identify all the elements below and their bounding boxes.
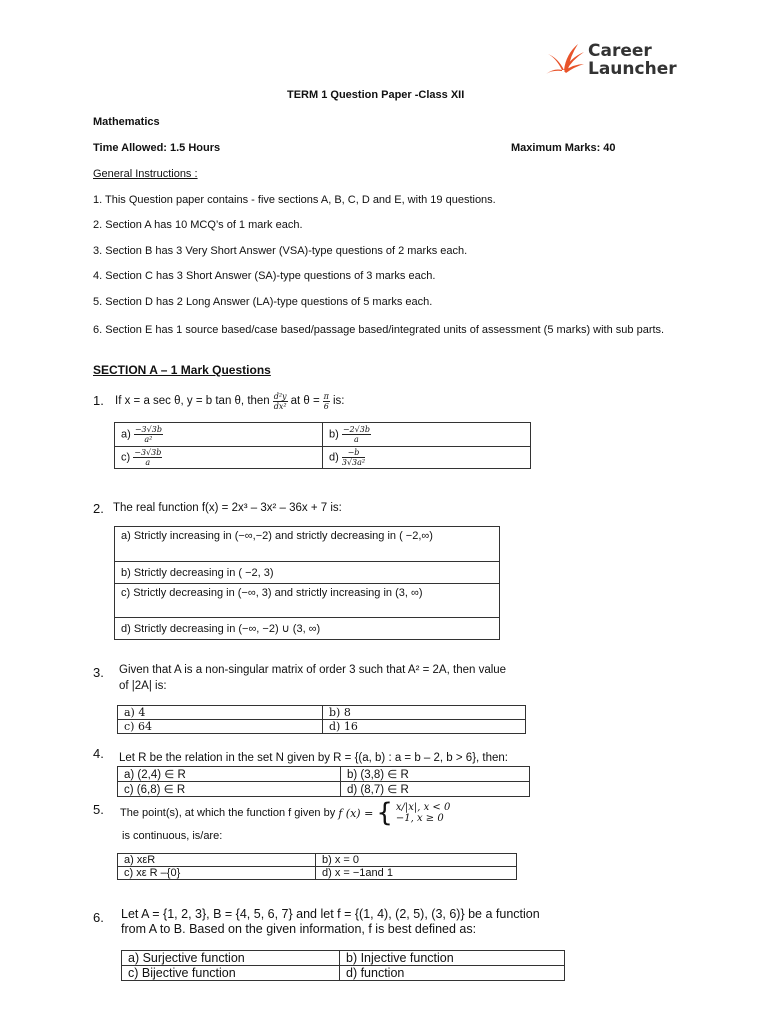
q2-option-c[interactable]: c) Strictly decreasing in (−∞, 3) and strictly increasing in (3, ∞)	[115, 584, 500, 618]
q5-option-d[interactable]: d) x = −1and 1	[316, 867, 517, 880]
q1-text	[115, 388, 344, 414]
instruction-3: 3. Section B has 3 Very Short Answer (VSA)-type questions of 2 marks each.	[93, 245, 468, 257]
q3-number: 3.	[93, 665, 104, 680]
instruction-6: 6. Section E has 1 source based/case based/passage based/integrated units of assessment (5 marks) with sub parts.	[93, 324, 665, 336]
q5-option-c[interactable]: c) xε R –{0}	[118, 867, 316, 880]
q5-options-table	[117, 853, 517, 880]
q2-number: 2.	[93, 501, 104, 516]
q5-piecewise: x/|x|, x < 0 −1, x ≥ 0	[395, 802, 451, 824]
q1-option-a[interactable]: a) $\frac{-3√3b}{\text{a²}}$	[115, 423, 323, 447]
q6-option-b[interactable]: b) Injective function	[340, 951, 565, 966]
q4-option-b[interactable]: b) (3,8) ∈ R	[341, 767, 530, 782]
logo-rays-icon	[544, 40, 586, 78]
instruction-4: 4. Section C has 3 Short Answer (SA)-type questions of 3 marks each.	[93, 270, 436, 282]
q3-line-1: Given that A is a non-singular matrix of order 3 such that A² = 2A, then value	[119, 664, 507, 676]
instruction-5: 5. Section D has 2 Long Answer (LA)-type questions of 5 marks each.	[93, 296, 433, 308]
q2-options-table	[114, 526, 500, 640]
q1-theta-value: $\frac{\pi}{6}$	[323, 391, 329, 411]
q1-number: 1.	[93, 393, 104, 408]
instruction-2: 2. Section A has 10 MCQ’s of 1 mark each.	[93, 219, 303, 231]
q1-options-table	[114, 422, 531, 469]
q3-option-c[interactable]: c) 64	[118, 720, 323, 734]
q1-derivative: $\frac{\text{d²y}}{\text{dx²}}$	[273, 391, 287, 411]
q6-option-a[interactable]: a) Surjective function	[122, 951, 340, 966]
q4-number: 4.	[93, 746, 104, 761]
time-allowed: Time Allowed: 1.5 Hours	[93, 142, 221, 154]
q1-option-b[interactable]: b) $\frac{-2√3b}{a}$	[323, 423, 531, 447]
q4-option-c[interactable]: c) (6,8) ∈ R	[118, 782, 341, 797]
q1-lead: If x = a sec θ, y = b tan θ, then	[115, 395, 270, 407]
q4-option-a[interactable]: a) (2,4) ∈ R	[118, 767, 341, 782]
q3-options-table	[117, 705, 526, 734]
maximum-marks: Maximum Marks: 40	[511, 142, 616, 154]
q5-text	[120, 795, 450, 831]
q6-options-table	[121, 950, 565, 981]
q6-number: 6.	[93, 910, 104, 925]
q2-text: The real function f(x) = 2x³ – 3x² – 36x + 7 is:	[113, 502, 342, 514]
q5-fx: f (x) =	[338, 806, 374, 820]
q6-option-c[interactable]: c) Bijective function	[122, 966, 340, 981]
q5-number: 5.	[93, 802, 104, 817]
q3-option-d[interactable]: d) 16	[323, 720, 526, 734]
q5-brace: {	[376, 798, 393, 828]
q6-line-2: from A to B. Based on the given information, f is best defined as:	[121, 922, 477, 936]
q3-option-a[interactable]: a) 4	[118, 706, 323, 720]
q4-option-d[interactable]: d) (8,7) ∈ R	[341, 782, 530, 797]
q5-option-a[interactable]: a) xεR	[118, 854, 316, 867]
q4-options-table	[117, 766, 530, 797]
q1-at: at θ =	[290, 395, 320, 407]
q1-option-c[interactable]: c) $\frac{-3√3b}{a}$	[115, 447, 323, 469]
paper-title: TERM 1 Question Paper -Class XII	[287, 89, 465, 101]
q1-is: is:	[332, 395, 345, 407]
q4-text: Let R be the relation in the set N given by R = {(a, b) : a = b – 2, b > 6}, then:	[119, 752, 509, 764]
instructions-heading: General Instructions :	[93, 168, 198, 180]
section-a-heading: SECTION A – 1 Mark Questions	[93, 363, 271, 377]
q5-lead: The point(s), at which the function f given by	[120, 807, 336, 819]
q3-line-2: of |2A| is:	[119, 680, 167, 692]
q3-option-b[interactable]: b) 8	[323, 706, 526, 720]
logo-text: Career Launcher	[588, 41, 677, 79]
q5-option-b[interactable]: b) x = 0	[316, 854, 517, 867]
q2-option-d[interactable]: d) Strictly decreasing in (−∞, −2) ∪ (3, ∞)	[115, 618, 500, 640]
q6-line-1: Let A = {1, 2, 3}, B = {4, 5, 6, 7} and let f = {(1, 4), (2, 5), (3, 6)} be a function	[121, 907, 540, 921]
q6-option-d[interactable]: d) function	[340, 966, 565, 981]
q2-option-a[interactable]: a) Strictly increasing in (−∞,−2) and strictly decreasing in ( −2,∞)	[115, 527, 500, 562]
career-launcher-logo	[544, 40, 684, 82]
q1-option-d[interactable]: d) $\frac{-b}{\text{3√3a²}}$	[323, 447, 531, 469]
subject: Mathematics	[93, 116, 160, 128]
q5-line-2: is continuous, is/are:	[122, 830, 223, 842]
instruction-1: 1. This Question paper contains - five sections A, B, C, D and E, with 19 questions.	[93, 194, 496, 206]
q2-option-b[interactable]: b) Strictly decreasing in ( −2, 3)	[115, 562, 500, 584]
